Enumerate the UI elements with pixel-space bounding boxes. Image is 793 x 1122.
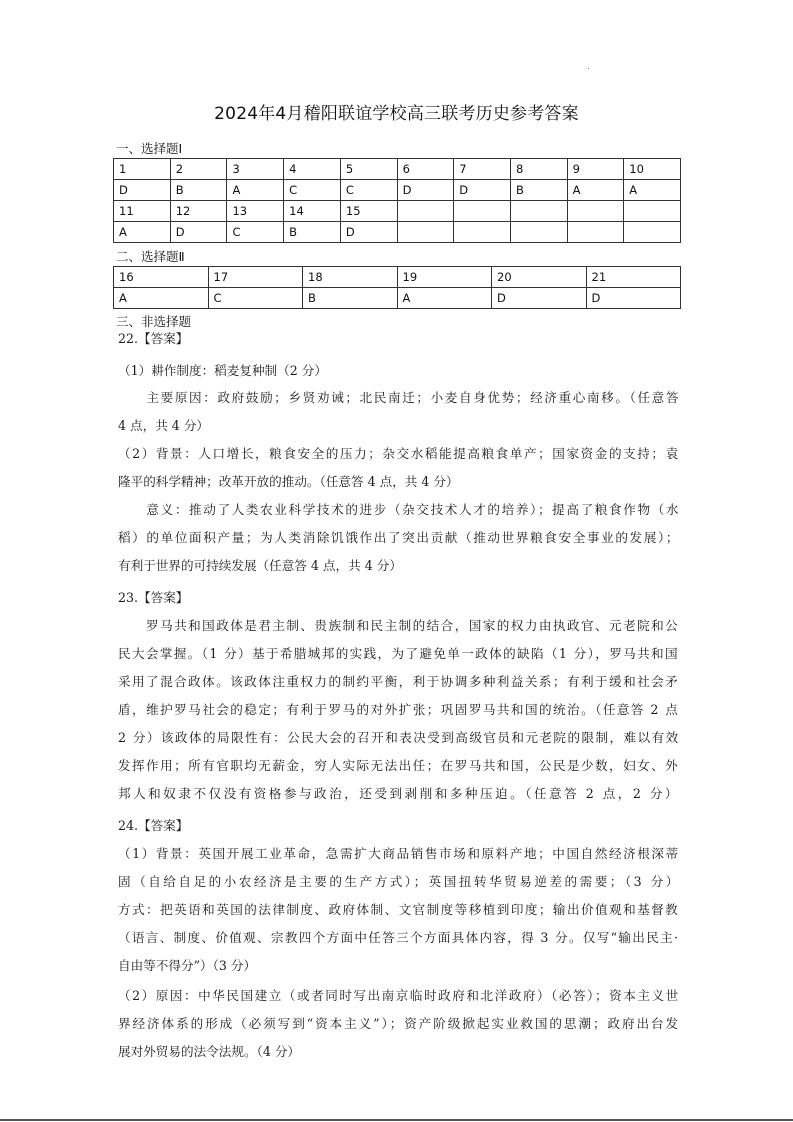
answer-text-line: 邦人和奴隶不仅没有资格参与政治，还受到剥削和多种压迫。（任意答 2 点，2 分） — [118, 786, 681, 801]
answer-cell: B — [284, 222, 341, 243]
answer-cell: D — [340, 222, 397, 243]
answer-text-line: 固（自给自足的小农经济是主要的生产方式）；英国扭转华贸易逆差的需要；（3 分） — [118, 874, 681, 889]
question-number-cell: 6 — [397, 159, 454, 180]
answer-text-line: （1）耕作制度：稻麦复种制（2 分） — [118, 363, 327, 378]
scan-speck — [588, 68, 589, 69]
answer-table-choice-1 — [113, 158, 681, 243]
answer-text-line: 方式：把英语和英国的法律制度、政府体制、文官制度等移植到印度；输出价值观和基督教 — [118, 902, 680, 917]
question-number-cell — [567, 201, 624, 222]
answer-cell: B — [510, 180, 567, 201]
answer-cell — [510, 222, 567, 243]
answer-cell: A — [624, 180, 681, 201]
answer-text-line: （1）背景：英国开展工业革命，急需扩大商品销售市场和原料产地；中国自然经济根深蒂 — [118, 846, 680, 861]
table1-answer-row — [114, 180, 681, 201]
question-number-cell — [454, 201, 511, 222]
answer-cell: C — [284, 180, 341, 201]
question-number-cell: 19 — [397, 267, 492, 288]
question-number-cell: 17 — [208, 267, 303, 288]
answer-cell — [454, 222, 511, 243]
question-number-cell: 18 — [303, 267, 398, 288]
question-number-cell: 3 — [227, 159, 284, 180]
section-heading-choice-2: 二、选择题Ⅱ — [116, 249, 185, 264]
answer-cell: D — [492, 288, 587, 309]
question-number-cell: 2 — [170, 159, 227, 180]
question-number-cell: 8 — [510, 159, 567, 180]
answer-text-line: 盾，维护罗马社会的稳定；有利于罗马的对外扩张；巩固罗马共和国的统治。（任意答 2 点 — [118, 702, 680, 717]
section-heading-choice-1: 一、选择题Ⅰ — [116, 141, 183, 156]
answer-cell — [567, 222, 624, 243]
page-title: 2024年4月稽阳联谊学校高三联考历史参考答案 — [214, 104, 579, 124]
question-answer-heading: 23.【答案】 — [118, 590, 189, 605]
answer-text-line: （语言、制度、价值观、宗教四个方面中任答三个方面具体内容，得 3 分。仅写“输出民主· — [118, 930, 680, 945]
answer-text-line: 自由等不得分”）（3 分） — [118, 958, 257, 973]
answer-cell: A — [567, 180, 624, 201]
answer-cell — [624, 222, 681, 243]
table2-number-row — [114, 267, 681, 288]
question-number-cell: 4 — [284, 159, 341, 180]
page-bottom-border — [0, 1119, 793, 1121]
answer-cell: D — [586, 288, 681, 309]
question-answer-heading: 24.【答案】 — [118, 818, 189, 833]
question-number-cell: 12 — [170, 201, 227, 222]
answer-cell: B — [170, 180, 227, 201]
table1-number-row — [114, 159, 681, 180]
table1-answer-row — [114, 222, 681, 243]
answer-text-line: 主要原因：政府鼓励；乡贤劝诫；北民南迁；小麦自身优势；经济重心南移。（任意答 — [118, 390, 681, 405]
question-number-cell: 13 — [227, 201, 284, 222]
answer-text-line: 隆平的科学精神；改革开放的推动。（任意答 4 点，共 4 分） — [118, 474, 459, 489]
answer-cell: B — [303, 288, 398, 309]
answer-text-line: 民大会掌握。（1 分）基于希腊城邦的实践，为了避免单一政体的缺陷（1 分），罗马共和国 — [118, 646, 679, 661]
answer-cell: C — [340, 180, 397, 201]
question-number-cell: 5 — [340, 159, 397, 180]
question-number-cell: 1 — [114, 159, 171, 180]
table2-answer-row — [114, 288, 681, 309]
answer-text-line: 4 点，共 4 分） — [118, 418, 210, 433]
answer-cell: C — [227, 222, 284, 243]
answer-cell: A — [114, 288, 209, 309]
question-answer-heading: 22.【答案】 — [118, 331, 189, 346]
question-number-cell: 21 — [586, 267, 681, 288]
question-number-cell: 20 — [492, 267, 587, 288]
table1-number-row — [114, 201, 681, 222]
question-number-cell: 15 — [340, 201, 397, 222]
answer-cell: A — [227, 180, 284, 201]
question-number-cell — [397, 201, 454, 222]
question-number-cell: 11 — [114, 201, 171, 222]
question-number-cell: 7 — [454, 159, 511, 180]
answer-cell — [397, 222, 454, 243]
answer-cell: D — [397, 180, 454, 201]
answer-cell: D — [454, 180, 511, 201]
question-number-cell: 10 — [624, 159, 681, 180]
answer-text-line: 界经济体系的形成（必须写到“资本主义”）；资产阶级掀起实业救国的思潮；政府出台发 — [118, 1016, 681, 1031]
answer-text-line: 有利于世界的可持续发展（任意答 4 点，共 4 分） — [118, 558, 402, 573]
question-number-cell — [624, 201, 681, 222]
answer-text-line: 发挥作用；所有官职均无薪金，穷人实际无法出任；在罗马共和国，公民是少数，妇女、外 — [118, 758, 680, 773]
answer-text-line: 稻）的单位面积产量；为人类消除饥饿作出了突出贡献（推动世界粮食安全事业的发展）； — [118, 530, 681, 545]
answer-text-line: （2）背景：人口增长，粮食安全的压力；杂交水稻能提高粮食单产；国家资金的支持；袁 — [118, 446, 680, 461]
answer-text-line: （2）原因：中华民国建立（或者同时写出南京临时政府和北洋政府）（必答）；资本主义世 — [118, 988, 680, 1003]
question-number-cell: 9 — [567, 159, 624, 180]
answer-cell: A — [114, 222, 171, 243]
answer-cell: C — [208, 288, 303, 309]
answer-cell: A — [397, 288, 492, 309]
question-number-cell: 14 — [284, 201, 341, 222]
answer-text-line: 展对外贸易的法令法规。（4 分） — [118, 1044, 301, 1059]
answer-text-line: 意义：推动了人类农业科学技术的进步（杂交技术人才的培养）；提高了粮食作物（水 — [118, 502, 681, 517]
section-heading-nonchoice: 三、非选择题 — [116, 314, 192, 329]
answer-text-line: 罗马共和国政体是君主制、贵族制和民主制的结合，国家的权力由执政官、元老院和公 — [118, 618, 680, 633]
answer-table-choice-2 — [113, 266, 681, 309]
answer-text-line: 2 分）该政体的局限性有：公民大会的召开和表决受到高级官员和元老院的限制，难以有效 — [118, 730, 680, 745]
question-number-cell: 16 — [114, 267, 209, 288]
question-number-cell — [510, 201, 567, 222]
answer-cell: D — [114, 180, 171, 201]
answer-cell: D — [170, 222, 227, 243]
answer-text-line: 采用了混合政体。该政体注重权力的制约平衡，利于协调多种利益关系；有利于缓和社会矛 — [118, 674, 680, 689]
